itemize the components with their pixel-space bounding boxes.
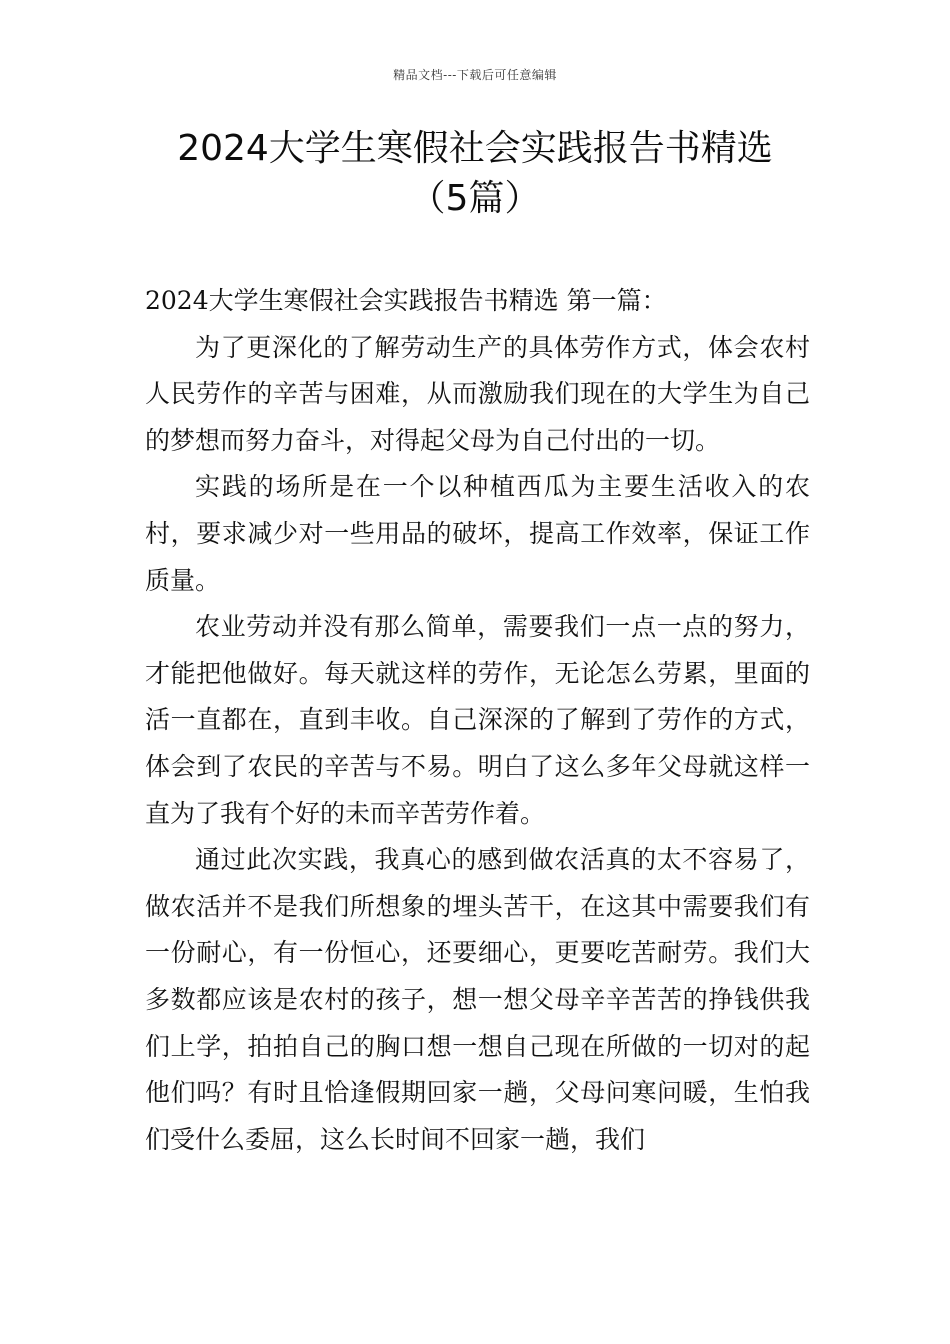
paragraph-1: 为了更深化的了解劳动生产的具体劳作方式，体会农村人民劳作的辛苦与困难，从而激励我们现在的大学生为自己的梦想而努力奋斗，对得起父母为自己付出的一切。 — [145, 332, 810, 455]
document-title-line1: 2024大学生寒假社会实践报告书精选 — [177, 128, 773, 169]
section-heading: 2024大学生寒假社会实践报告书精选 第一篇： — [145, 286, 667, 315]
paragraph-4: 通过此次实践，我真心的感到做农活真的太不容易了，做农活并不是我们所想象的埋头苦干，在这其中需要我们有一份耐心，有一份恒心，还要细心，更要吃苦耐劳。我们大多数都应该是农村的孩子，想一想父母辛辛苦苦的挣钱供我们上学，拍拍自己的胸口想一想自己现在所做的一切对的起他们吗？有时且恰逢假期回家一趟，父母问寒问暖，生怕我们受什么委屈，这么长时间不回家一趟，我们 — [145, 845, 810, 1154]
document-title-line2: （5篇） — [409, 178, 541, 219]
paragraph-2: 实践的场所是在一个以种植西瓜为主要生活收入的农村，要求减少对一些用品的破坏，提高工作效率，保证工作质量。 — [145, 472, 810, 595]
document-title — [120, 124, 830, 224]
header-note: 精品文档---下载后可任意编辑 — [393, 68, 557, 82]
document-body — [145, 278, 810, 1163]
paragraph-3: 农业劳动并没有那么简单，需要我们一点一点的努力，才能把他做好。每天就这样的劳作，无论怎么劳累，里面的活一直都在，直到丰收。自己深深的了解到了劳作的方式，体会到了农民的辛苦与不易。明白了这么多年父母就这样一直为了我有个好的未而辛苦劳作着。 — [145, 612, 810, 828]
